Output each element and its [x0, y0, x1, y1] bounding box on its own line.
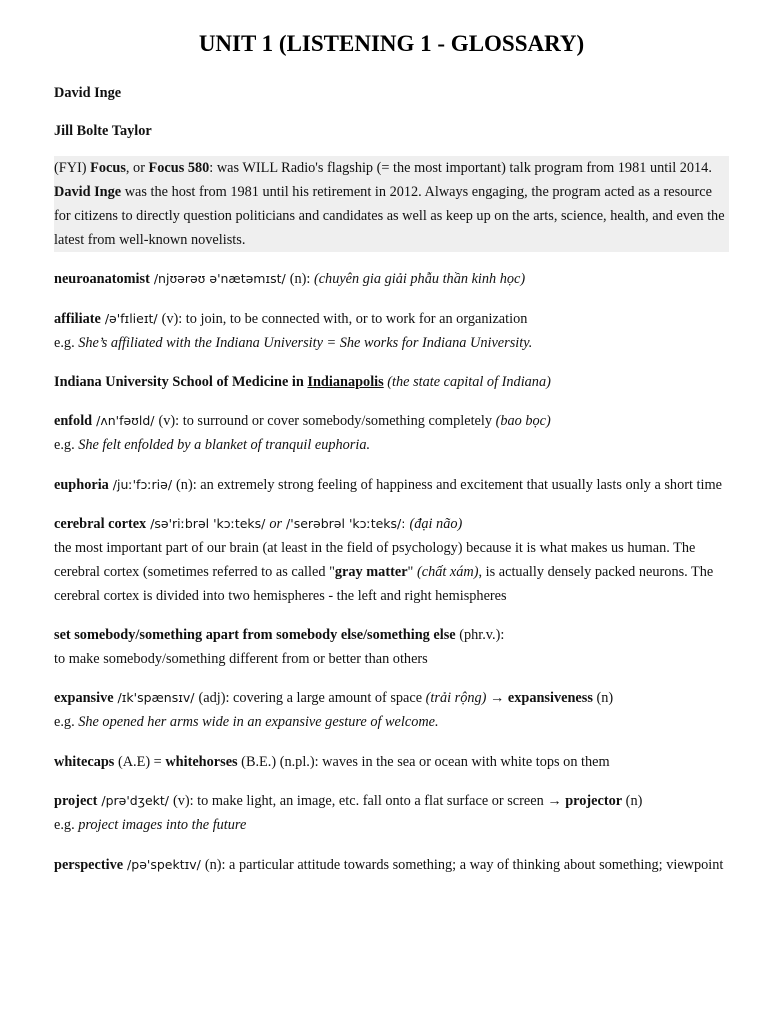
entry-pos: (phr.v.):	[455, 627, 505, 643]
entry-word: project	[54, 793, 98, 809]
example-prefix: e.g.	[54, 437, 79, 453]
entry-vietnamese: (trải rộng)	[425, 690, 487, 706]
entry-enfold	[54, 409, 729, 457]
entry-whitecaps	[54, 750, 729, 774]
entry-vietnamese: (chất xám)	[416, 564, 479, 580]
entry-ipa: /juː'fɔːriə/	[108, 477, 177, 492]
example-prefix: e.g.	[54, 817, 79, 833]
example-prefix: e.g.	[54, 714, 79, 730]
entry-indiana	[54, 370, 729, 394]
fyi-text: : was WILL Radio's flagship (= the most important) talk program from 1981 until 2014.	[209, 160, 712, 176]
arrow-icon: →	[547, 793, 566, 809]
entry-definition: (n): a particular attitude towards something; a way of thinking about something; viewpoint	[204, 857, 724, 873]
fyi-text: , or	[125, 160, 149, 176]
entry-word: cerebral cortex	[54, 516, 147, 532]
entry-perspective	[54, 853, 729, 877]
entry-set-apart	[54, 623, 729, 671]
entry-example: She felt enfolded by a blanket of tranquil euphoria.	[78, 437, 371, 453]
entry-vietnamese: (đại não)	[409, 516, 463, 532]
entry-ipa: /prə'dʒekt/	[97, 793, 173, 808]
fyi-focus: Focus	[90, 160, 126, 176]
entry-cerebral-cortex	[54, 512, 729, 608]
entry-word: neuroanatomist	[54, 271, 150, 287]
entry-vietnamese: (chuyên gia giải phẫu thần kinh học)	[313, 271, 526, 287]
entry-heading: Indiana University School of Medicine in	[54, 374, 308, 390]
entry-word: perspective	[54, 857, 124, 873]
entry-ipa: /'serəbrəl 'kɔːteks/:	[282, 516, 410, 531]
example-prefix: e.g.	[54, 335, 79, 351]
entry-definition: "	[407, 564, 417, 580]
entry-word: enfold	[54, 413, 93, 429]
entry-example: She’s affiliated with the Indiana University = She works for Indiana University.	[78, 335, 533, 351]
entry-vietnamese: (bao bọc)	[495, 413, 551, 429]
entry-definition: (B.E.) (n.pl.): waves in the sea or ocean with white tops on them	[237, 754, 610, 770]
entry-ipa: /sə'riːbrəl 'kɔːteks/	[146, 516, 270, 531]
entry-affiliate	[54, 307, 729, 355]
entry-word: expansive	[54, 690, 114, 706]
entry-note: (the state capital of Indiana)	[383, 374, 551, 390]
entry-pos: (n)	[622, 793, 643, 809]
fyi-note	[54, 156, 729, 252]
arrow-icon: →	[486, 690, 508, 706]
entry-project	[54, 789, 729, 837]
name-david-inge: David Inge	[54, 85, 122, 101]
entry-pos: (n):	[289, 271, 314, 287]
page-title: UNIT 1 (LISTENING 1 - GLOSSARY)	[198, 31, 585, 56]
glossary-page	[54, 30, 729, 877]
entry-word: euphoria	[54, 477, 109, 493]
fyi-text: was the host from 1981 until his retirement in 2012. Always engaging, the program acted as a resource for citizens to directly question politicians and candidates as well as keep up on the arts, science, health, and even the latest from well-known novelists.	[54, 184, 725, 248]
entry-or: or	[269, 516, 283, 532]
fyi-prefix: (FYI)	[54, 160, 91, 176]
entry-ipa: /njʊərəʊ ə'nætəmɪst/	[149, 271, 290, 286]
name-jill-bolte-taylor: Jill Bolte Taylor	[54, 123, 152, 139]
entry-word: whitecaps	[54, 754, 115, 770]
entry-definition: (v): to surround or cover somebody/something completely	[158, 413, 496, 429]
entry-definition: (n): an extremely strong feeling of happiness and excitement that usually lasts only a short time	[176, 477, 722, 493]
entry-ipa: /ə'fɪlieɪt/	[100, 311, 162, 326]
entry-ipa: /ɪk'spænsɪv/	[113, 690, 199, 705]
entry-derivative: expansiveness	[507, 690, 593, 706]
entry-example: She opened her arms wide in an expansive gesture of welcome.	[78, 714, 439, 730]
fyi-david-inge: David Inge	[54, 184, 122, 200]
entry-definition: (v): to join, to be connected with, or to work for an organization	[161, 311, 528, 327]
entry-definition: , is actually densely packed neurons. The cerebral cortex is divided into two hemispheres - the left and right hemispheres	[54, 564, 714, 604]
entry-derivative: projector	[565, 793, 623, 809]
entry-word: set somebody/something apart from somebody else/something else	[54, 627, 456, 643]
entry-expansive	[54, 686, 729, 734]
entry-ipa: /ʌn'fəʊld/	[92, 413, 159, 428]
entry-pos: (n)	[592, 690, 614, 706]
fyi-focus-580: Focus 580	[148, 160, 210, 176]
entry-definition: to make somebody/something different from or better than others	[54, 651, 428, 667]
entry-ipa: /pə'spektɪv/	[123, 857, 205, 872]
entry-gray-matter: gray matter	[334, 564, 408, 580]
entry-word: whitehorses	[165, 754, 238, 770]
entry-text: (A.E) =	[114, 754, 166, 770]
entry-definition: (adj): covering a large amount of space	[198, 690, 426, 706]
entry-euphoria	[54, 473, 729, 497]
entry-neuroanatomist	[54, 267, 729, 291]
entry-example: project images into the future	[78, 817, 247, 833]
entry-definition: the most important part of our brain (at least in the field of psychology) because it is what makes us human. The cerebral cortex (sometimes referred to as called "	[54, 540, 696, 580]
entry-definition: (v): to make light, an image, etc. fall onto a flat surface or screen	[172, 793, 548, 809]
entry-indianapolis: Indianapolis	[307, 374, 384, 390]
entry-word: affiliate	[54, 311, 101, 327]
